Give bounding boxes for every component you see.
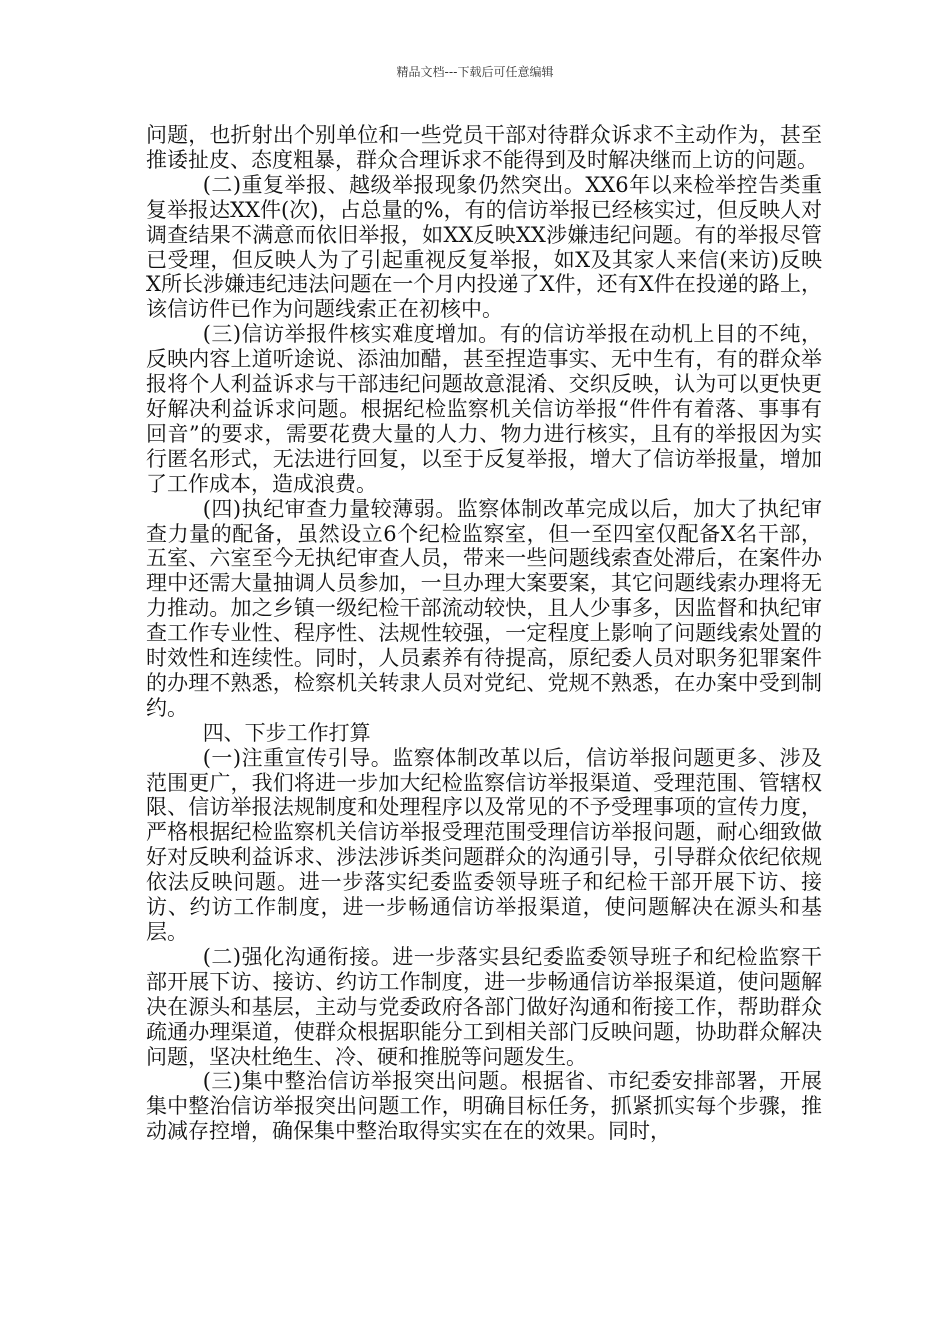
paragraph-communication: (二)强化沟通衔接。进一步落实县纪委监委领导班子和纪检监察干部开展下访、接访、约访工作制度，进一步畅通信访举报渠道，使问题解决在源头和基层，主动与党委政府各部门做好沟通和衔接工作，帮助群众疏通办理渠道，使群众根据职能分工到相关部门反映问题，协助群众解决问题，坚决杜绝生、冷、硬和推脱等问题发生。	[146, 944, 822, 1069]
paragraph-repeated-reports: (二)重复举报、越级举报现象仍然突出。XX6年以来检举控告类重复举报达XX件(次)，占总量的%，有的信访举报已经核实过，但反映人对调查结果不满意而依旧举报，如XX反映XX涉嫌违纪问题。有的举报尽管已受理，但反映人为了引起重视反复举报，如X及其家人来信(来访)反映X所长涉嫌违纪违法问题在一个月内投递了X件，还有X件在投递的路上，该信访件已作为问题线索正在初核中。	[146, 172, 822, 322]
section-heading-next-steps: 四、下步工作打算	[202, 720, 371, 745]
document-body	[146, 123, 822, 1144]
paragraph-rectification: (三)集中整治信访举报突出问题。根据省、市纪委安排部署，开展集中整治信访举报突出问题工作，明确目标任务，抓紧抓实每个步骤，推动减存控增，确保集中整治取得实实在在的效果。同时，	[146, 1069, 822, 1144]
paragraph-verification-difficulty: (三)信访举报件核实难度增加。有的信访举报在动机上目的不纯，反映内容上道听途说、添油加醋，甚至捏造事实、无中生有，有的群众举报将个人利益诉求与干部违纪问题故意混淆、交织反映，认为可以更快更好解决利益诉求问题。根据纪检监察机关信访举报“件件有着落、事事有回音”的要求，需要花费大量的人力、物力进行核实，且有的举报因为实行匿名形式，无法进行回复，以至于反复举报，增大了信访举报量，增加了工作成本，造成浪费。	[146, 322, 822, 496]
paragraph-publicity: (一)注重宣传引导。监察体制改革以后，信访举报问题更多、涉及范围更广，我们将进一步加大纪检监察信访举报渠道、受理范围、管辖权限、信访举报法规制度和处理程序以及常见的不予受理事项的宣传力度，严格根据纪检监察机关信访举报受理范围受理信访举报问题，耐心细致做好对反映利益诉求、涉法涉诉类问题群众的沟通引导，引导群众依纪依规依法反映问题。进一步落实纪委监委领导班子和纪检干部开展下访、接访、约访工作制度，进一步畅通信访举报渠道，使问题解决在源头和基层。	[146, 745, 822, 944]
paragraph-review-capacity: (四)执纪审查力量较薄弱。监察体制改革完成以后，加大了执纪审查力量的配备，虽然设立6个纪检监察室，但一至四室仅配备X名干部，五室、六室至今无执纪审查人员，带来一些问题线索查处滞后，在案件办理中还需大量抽调人员参加，一旦办理大案要案，其它问题线索办理将无力推动。加之乡镇一级纪检干部流动较快，且人少事多，因监督和执纪审查工作专业性、程序性、法规性较强，一定程度上影响了问题线索处置的时效性和连续性。同时，人员素养有待提高，原纪委人员对职务犯罪案件的办理不熟悉，检察机关转隶人员对党纪、党规不熟悉，在办案中受到制约。	[146, 496, 822, 720]
paragraph-continuation: 问题，也折射出个别单位和一些党员干部对待群众诉求不主动作为，甚至推诿扯皮、态度粗暴，群众合理诉求不能得到及时解决继而上访的问题。	[146, 123, 822, 172]
page-header: 精品文档---下载后可任意编辑	[396, 65, 554, 79]
